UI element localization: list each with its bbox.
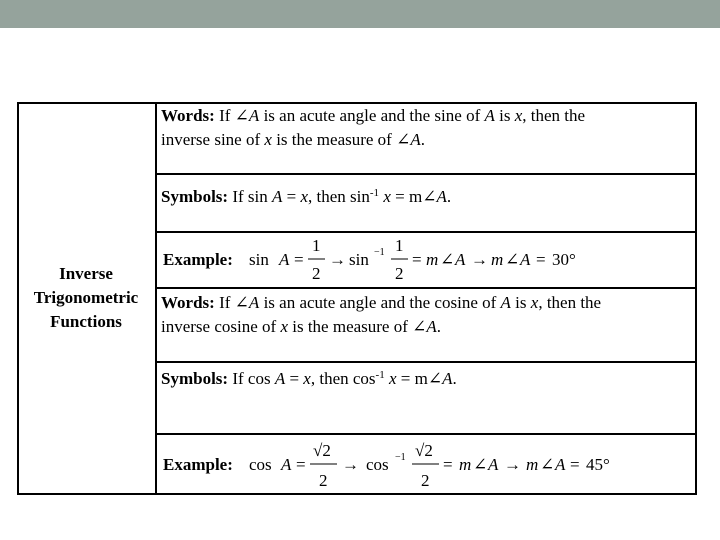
example-label: Example: <box>163 455 233 474</box>
var: A <box>272 187 283 206</box>
eq: = <box>443 455 453 474</box>
superscript: −1 <box>374 247 385 258</box>
var: A <box>455 250 466 269</box>
superscript: −1 <box>395 452 406 463</box>
angle-symbol: ∠ <box>234 106 249 125</box>
denominator: 2 <box>312 264 321 283</box>
var: m <box>491 250 504 269</box>
words-label: Words: <box>161 106 215 125</box>
arrow: → <box>329 250 346 269</box>
denominator: 2 <box>421 471 430 490</box>
denominator: 2 <box>395 264 404 283</box>
var: x <box>383 187 391 206</box>
table-column-divider <box>155 102 157 495</box>
eq: = <box>570 455 580 474</box>
text: If sin <box>232 187 272 206</box>
text: , then sin <box>308 187 370 206</box>
superscript: -1 <box>375 369 385 381</box>
arrow: → <box>342 455 359 474</box>
sine-words-cell <box>161 104 691 152</box>
table-border-right <box>695 102 697 495</box>
example-label: Example: <box>163 250 233 269</box>
text: m <box>408 187 423 206</box>
result: 30° <box>552 250 576 269</box>
arrow: → <box>504 455 521 474</box>
var: A <box>436 187 447 206</box>
var: A <box>500 293 511 312</box>
result: 45° <box>586 455 610 474</box>
fn: cos <box>366 455 389 474</box>
var: m <box>526 455 539 474</box>
eq: = <box>412 250 422 269</box>
denominator: 2 <box>319 471 328 490</box>
text: m <box>414 369 428 388</box>
cosine-words-cell <box>161 291 691 339</box>
fn: sin <box>349 250 369 269</box>
words-label: Words: <box>161 293 215 312</box>
text: inverse cosine of <box>161 317 281 336</box>
var: A <box>555 455 566 474</box>
symbols-label: Symbols: <box>161 369 229 388</box>
text: = <box>390 187 409 206</box>
angle-symbol: ∠ <box>396 130 411 149</box>
angle-symbol: ∠ <box>440 250 455 269</box>
row-divider <box>155 433 695 435</box>
text: inverse sine of <box>161 130 265 149</box>
row-header <box>17 262 155 334</box>
var: A <box>520 250 531 269</box>
text: . <box>436 317 442 336</box>
numerator: 1 <box>395 236 404 255</box>
fn: sin <box>249 250 269 269</box>
numerator: 1 <box>312 236 321 255</box>
var: x <box>264 130 272 149</box>
var: A <box>442 369 453 388</box>
var: A <box>281 455 292 474</box>
text: = <box>396 369 415 388</box>
var: A <box>279 250 290 269</box>
angle-symbol: ∠ <box>540 455 555 474</box>
var: x <box>514 106 523 125</box>
var: A <box>274 369 286 388</box>
text: , then the <box>522 106 586 125</box>
var: x <box>300 187 309 206</box>
var: A <box>484 106 495 125</box>
text: If <box>219 293 235 312</box>
text: If cos <box>232 369 275 388</box>
var: x <box>530 293 539 312</box>
superscript: -1 <box>369 187 380 199</box>
angle-symbol: ∠ <box>505 250 520 269</box>
var: m <box>459 455 472 474</box>
text: is <box>494 106 515 125</box>
row-divider <box>155 173 695 175</box>
text: . <box>446 187 452 206</box>
eq: = <box>294 250 304 269</box>
var: A <box>426 317 437 336</box>
cosine-symbols-cell <box>161 363 691 391</box>
var: m <box>426 250 439 269</box>
text: is <box>510 293 531 312</box>
var: A <box>410 130 421 149</box>
var: x <box>280 317 288 336</box>
angle-symbol: ∠ <box>427 369 443 388</box>
slide-header-bar <box>0 0 720 28</box>
text: , then cos <box>310 369 376 388</box>
angle-symbol: ∠ <box>234 293 249 312</box>
text: . <box>452 369 457 388</box>
symbols-label: Symbols: <box>161 187 229 206</box>
numerator: √2 <box>415 441 433 460</box>
text: If <box>219 106 235 125</box>
var: x <box>388 369 397 388</box>
var: A <box>248 106 260 125</box>
eq: = <box>296 455 306 474</box>
sine-example <box>163 233 603 292</box>
sine-example-equation <box>163 233 603 287</box>
row-header-line: Inverse <box>59 264 113 283</box>
text: = <box>285 369 304 388</box>
fn: cos <box>249 455 272 474</box>
cosine-example-equation <box>163 436 633 492</box>
text: . <box>420 130 425 149</box>
text: is an acute angle and the cosine of <box>259 293 501 312</box>
sine-symbols-cell <box>161 181 691 209</box>
var: A <box>248 293 260 312</box>
cosine-example <box>163 436 633 497</box>
eq: = <box>536 250 546 269</box>
arrow: → <box>471 250 488 269</box>
angle-symbol: ∠ <box>473 455 488 474</box>
text: is the measure of <box>287 317 413 336</box>
text: = <box>282 187 301 206</box>
text: is an acute angle and the sine of <box>259 106 485 125</box>
text: , then the <box>538 293 602 312</box>
row-header-line: Trigonometric <box>33 288 139 307</box>
numerator: √2 <box>313 441 331 460</box>
var: x <box>303 369 311 388</box>
angle-symbol: ∠ <box>422 187 437 206</box>
row-header-line: Functions <box>50 312 122 331</box>
var: A <box>488 455 499 474</box>
angle-symbol: ∠ <box>412 317 427 336</box>
text: is the measure of <box>271 130 397 149</box>
